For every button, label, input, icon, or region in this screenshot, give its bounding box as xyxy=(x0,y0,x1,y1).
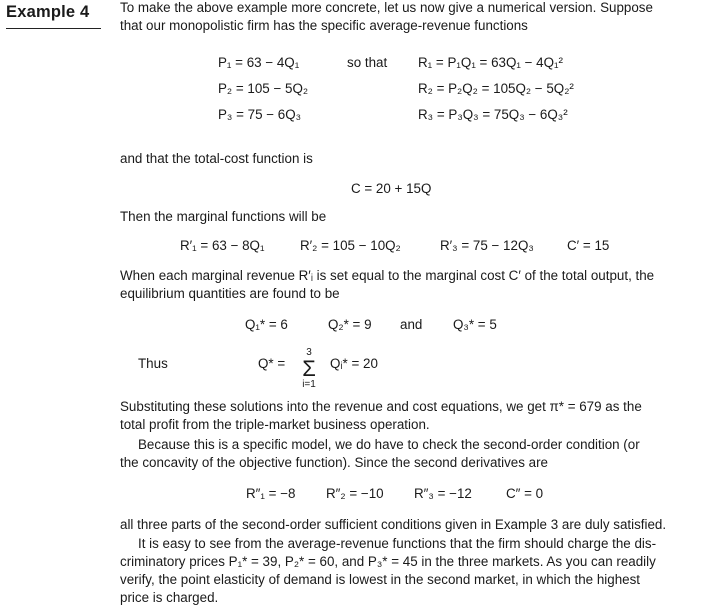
second-deriv-r1: R″₁ = −8 xyxy=(246,486,296,501)
cost-intro: and that the total-cost function is xyxy=(120,151,313,166)
intro-line-2: that our monopolistic firm has the specific average-revenue functions xyxy=(120,18,528,33)
revenue-eq-2: R₂ = P₂Q₂ = 105Q₂ − 5Q₂² xyxy=(418,81,574,96)
summation-sign xyxy=(289,348,329,390)
final-text-4: verify, the point elasticity of demand is lowest in the second market, in which the highest xyxy=(120,572,641,587)
thus-label: Thus xyxy=(138,356,168,371)
price-eq-2: P₂ = 105 − 5Q₂ xyxy=(218,81,309,96)
price-eq-1: P₁ = 63 − 4Q₁ xyxy=(218,55,300,70)
subst-text-1: Substituting these solutions into the revenue and cost equations, we get π* = 679 as the xyxy=(120,399,642,414)
subst-text-3: Because this is a specific model, we do have to check the second-order condition (or xyxy=(138,437,640,452)
marginal-intro: Then the marginal functions will be xyxy=(120,209,327,224)
subst-text-2: total profit from the triple-market business operation. xyxy=(120,417,430,432)
revenue-eq-3: R₃ = P₃Q₃ = 75Q₃ − 6Q₃² xyxy=(418,107,568,122)
final-text-3: criminatory prices P₁* = 39, P₂* = 60, and P₃* = 45 in the three markets. As you can readily xyxy=(120,554,656,569)
example-label: Example 4 xyxy=(6,3,90,21)
equil-text-1: When each marginal revenue R′ᵢ is set equal to the marginal cost C′ of the total output, the xyxy=(120,268,655,283)
subst-text-4: the concavity of the objective function). Since the second derivatives are xyxy=(120,455,548,470)
equil-and: and xyxy=(400,317,423,332)
marginal-cost: C′ = 15 xyxy=(567,238,610,253)
sum-rhs: Qᵢ* = 20 xyxy=(330,356,378,371)
equil-text-2: equilibrium quantities are found to be xyxy=(120,286,340,301)
sum-lower-limit: i=1 xyxy=(302,379,316,390)
marginal-r2: R′₂ = 105 − 10Q₂ xyxy=(300,238,401,253)
example-label-underline xyxy=(6,28,101,29)
second-deriv-r3: R″₃ = −12 xyxy=(414,486,472,501)
sum-lhs: Q* = xyxy=(258,356,286,371)
marginal-r3: R′₃ = 75 − 12Q₃ xyxy=(440,238,534,253)
so-that-text: so that xyxy=(347,55,388,70)
equil-q1: Q₁* = 6 xyxy=(245,317,288,332)
final-text-2: It is easy to see from the average-revenue functions that the firm should charge the dis- xyxy=(138,536,657,551)
intro-line-1: To make the above example more concrete, let us now give a numerical version. Suppose xyxy=(120,0,653,15)
equil-q3: Q₃* = 5 xyxy=(453,317,497,332)
price-eq-3: P₃ = 75 − 6Q₃ xyxy=(218,107,302,122)
sum-upper-limit: 3 xyxy=(306,347,312,358)
cost-equation: C = 20 + 15Q xyxy=(351,181,432,196)
second-deriv-r2: R″₂ = −10 xyxy=(326,486,384,501)
equil-q2: Q₂* = 9 xyxy=(328,317,372,332)
marginal-r1: R′₁ = 63 − 8Q₁ xyxy=(180,238,265,253)
final-text-1: all three parts of the second-order sufficient conditions given in Example 3 are duly satisfied. xyxy=(120,517,667,532)
revenue-eq-1: R₁ = P₁Q₁ = 63Q₁ − 4Q₁² xyxy=(418,55,564,70)
final-text-5: price is charged. xyxy=(120,590,219,605)
second-deriv-cost: C″ = 0 xyxy=(506,486,544,501)
sigma-symbol: Σ xyxy=(302,356,316,381)
